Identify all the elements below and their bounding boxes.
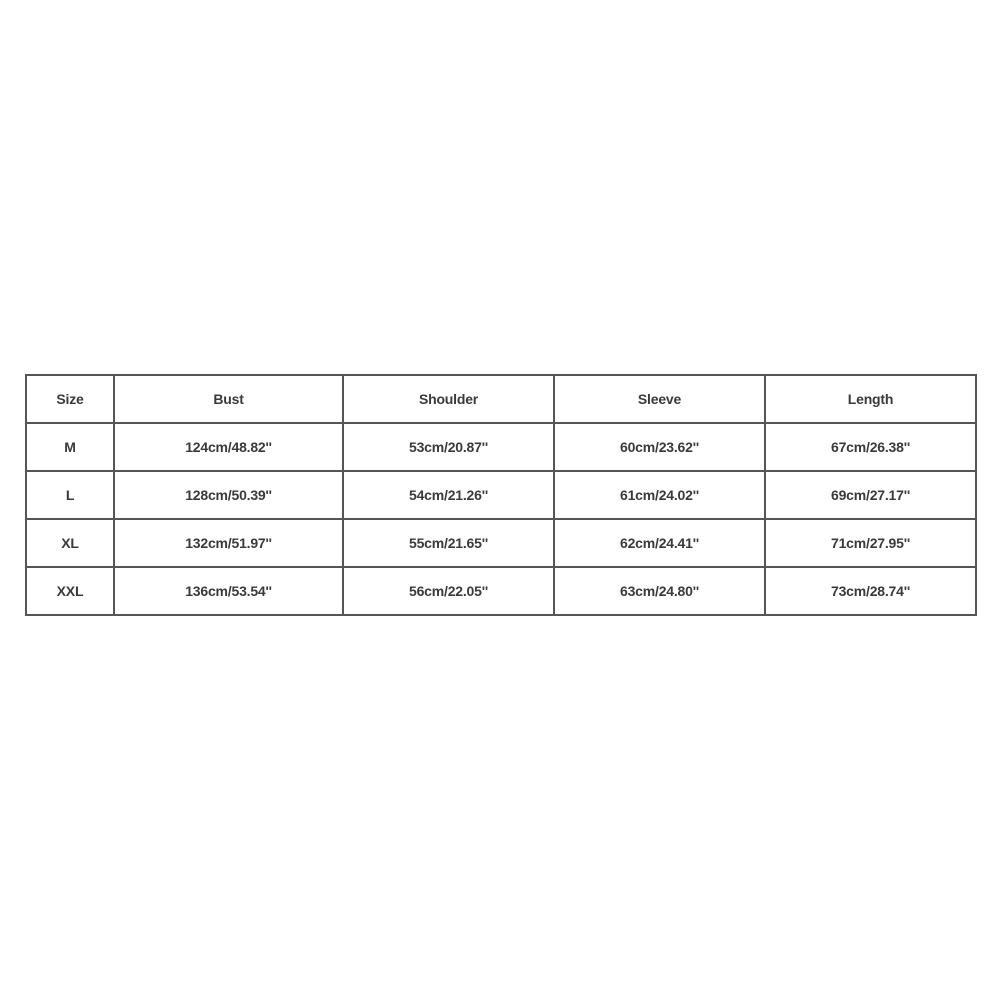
size-chart-table [25,374,977,616]
cell-bust: 128cm/50.39'' [114,471,343,519]
table-row [26,423,976,471]
cell-sleeve: 60cm/23.62'' [554,423,765,471]
cell-sleeve: 63cm/24.80'' [554,567,765,615]
cell-sleeve: 61cm/24.02'' [554,471,765,519]
header-shoulder: Shoulder [343,375,554,423]
cell-bust: 132cm/51.97'' [114,519,343,567]
cell-size: XXL [26,567,114,615]
cell-shoulder: 55cm/21.65'' [343,519,554,567]
cell-bust: 124cm/48.82'' [114,423,343,471]
table-header-row [26,375,976,423]
header-bust: Bust [114,375,343,423]
cell-sleeve: 62cm/24.41'' [554,519,765,567]
header-length: Length [765,375,976,423]
cell-size: L [26,471,114,519]
header-size: Size [26,375,114,423]
cell-length: 67cm/26.38'' [765,423,976,471]
cell-shoulder: 56cm/22.05'' [343,567,554,615]
header-sleeve: Sleeve [554,375,765,423]
cell-size: M [26,423,114,471]
cell-length: 69cm/27.17'' [765,471,976,519]
table-row [26,471,976,519]
cell-length: 71cm/27.95'' [765,519,976,567]
cell-shoulder: 53cm/20.87'' [343,423,554,471]
table-row [26,519,976,567]
cell-size: XL [26,519,114,567]
cell-shoulder: 54cm/21.26'' [343,471,554,519]
cell-length: 73cm/28.74'' [765,567,976,615]
table-row [26,567,976,615]
cell-bust: 136cm/53.54'' [114,567,343,615]
